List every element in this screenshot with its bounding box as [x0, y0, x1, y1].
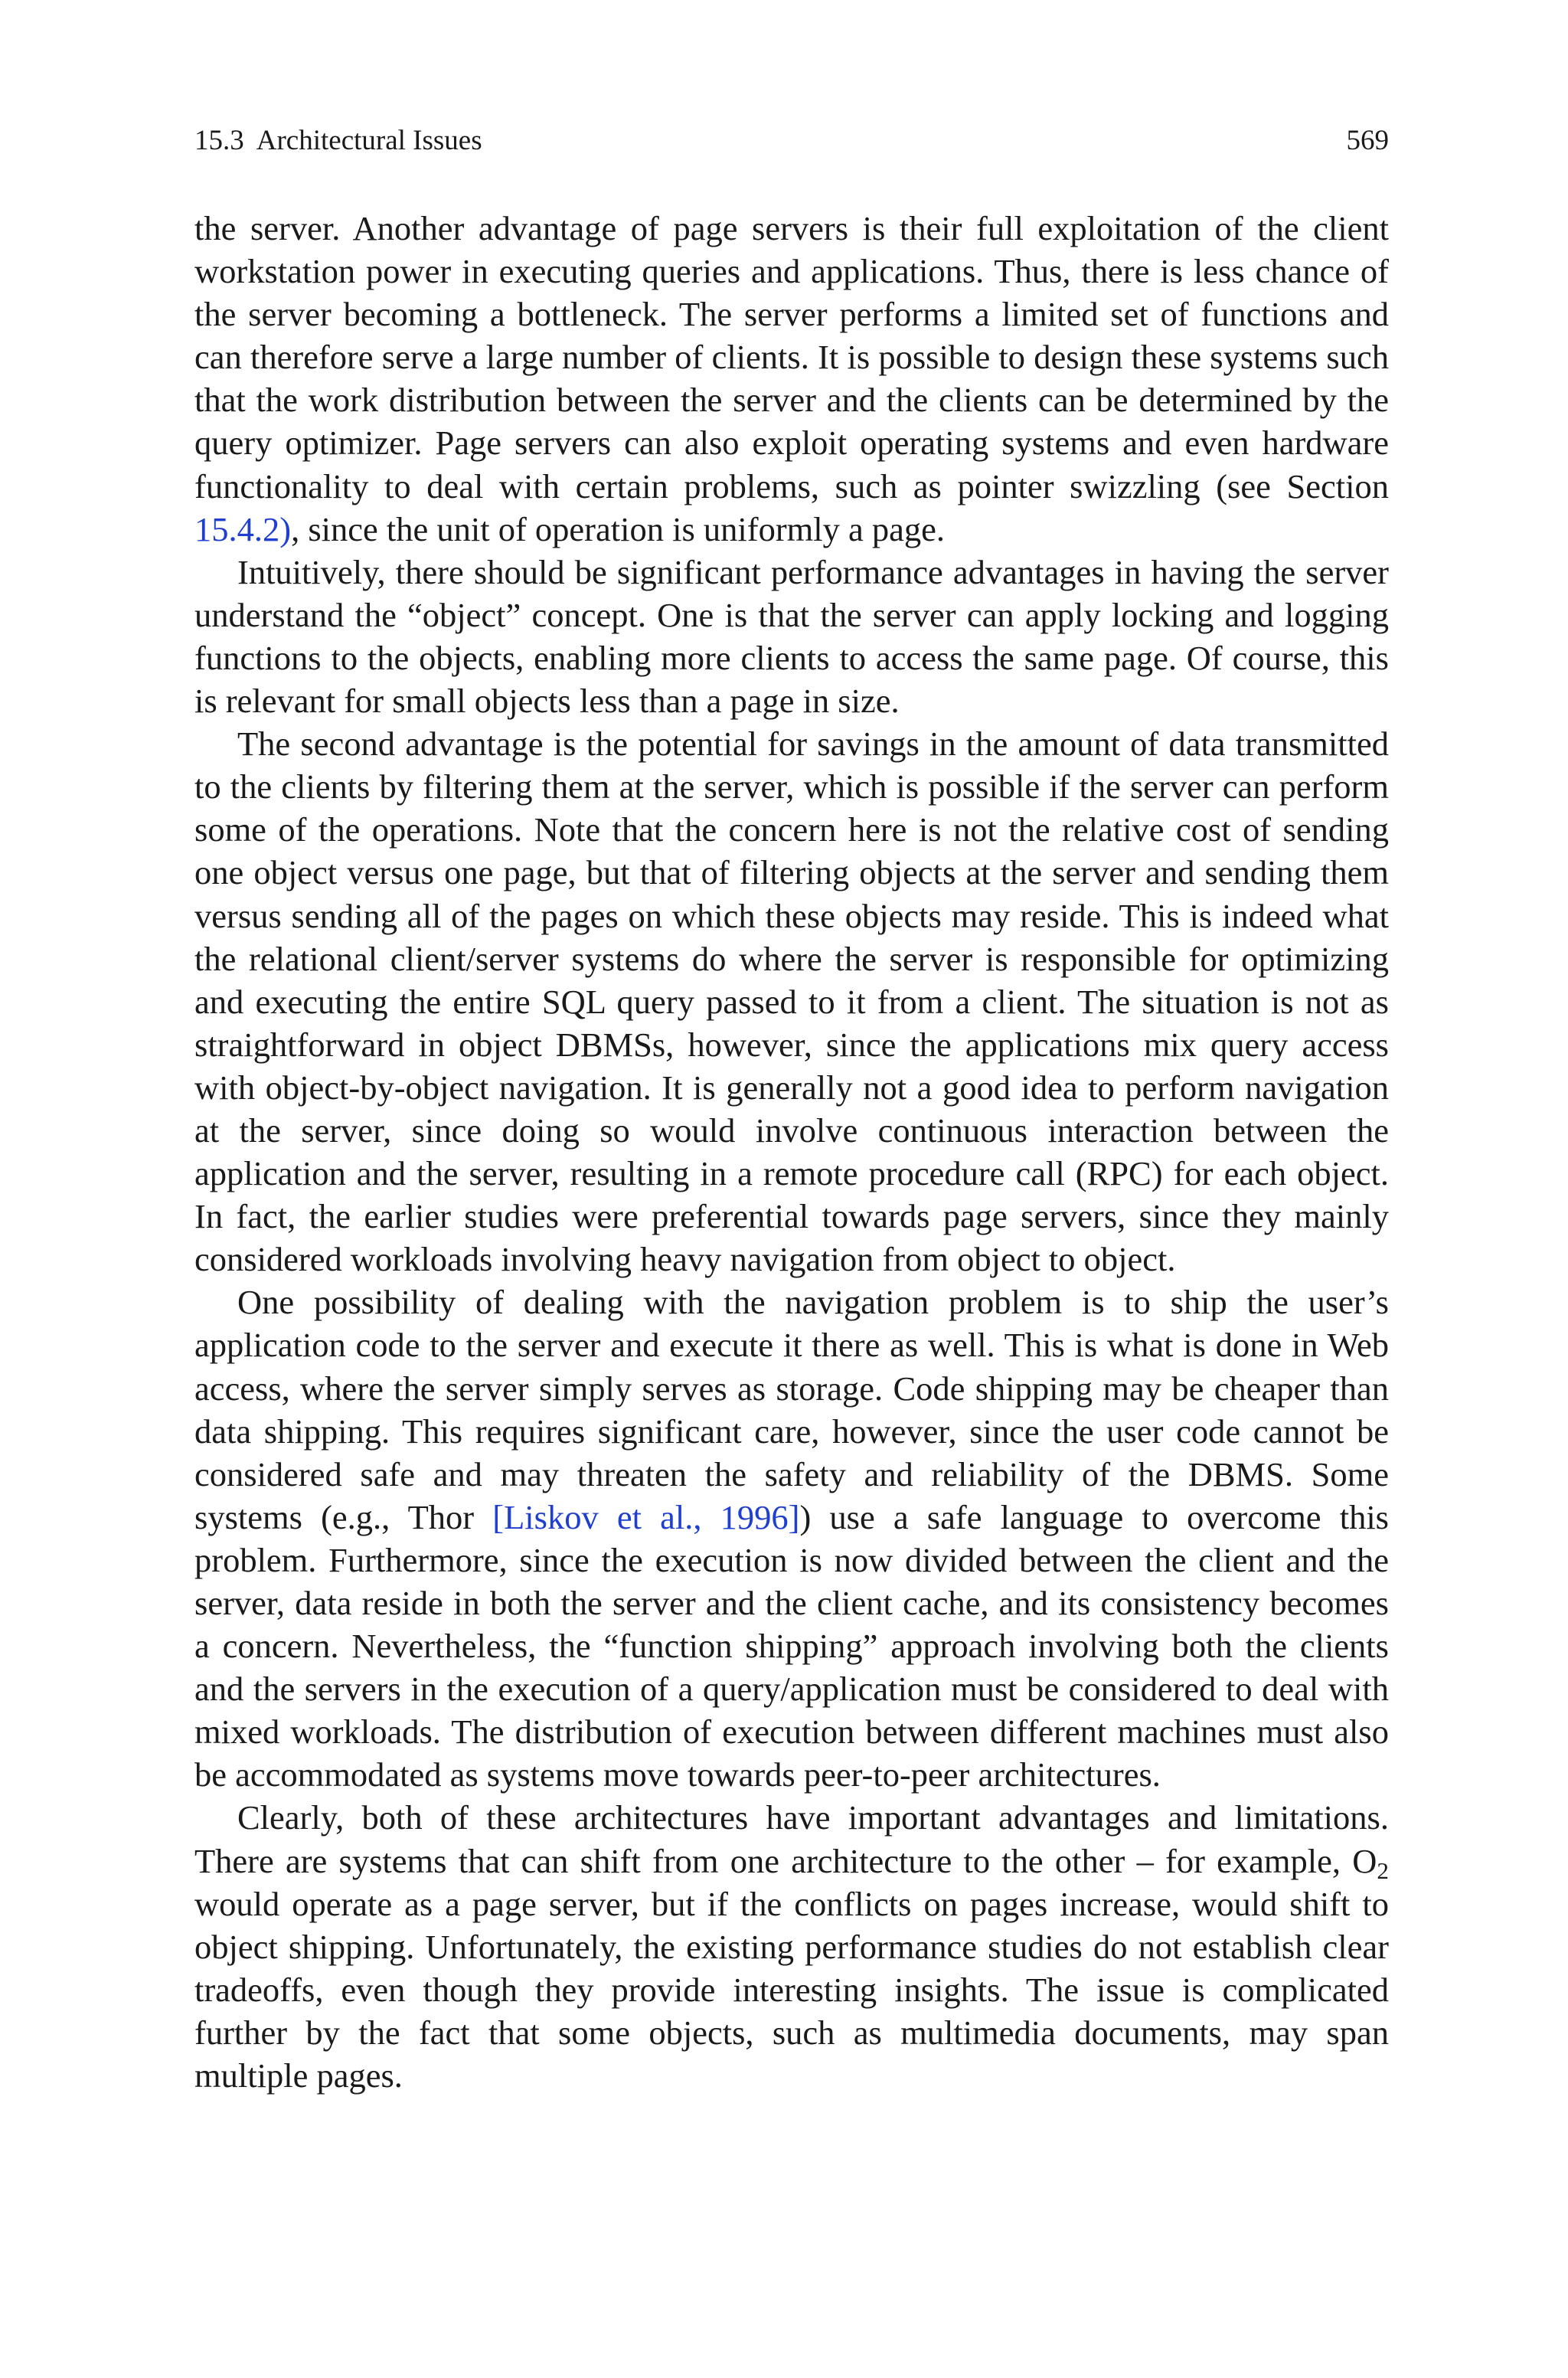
section-title: Architectural Issues	[256, 125, 482, 156]
section-heading	[194, 123, 482, 159]
paragraph-5-text-b: would operate as a page server, but if the conflicts on pages increase, would shift to object shipping. Unfortunately, the existing performance studies do not establish clear tradeoffs, even though they provide interesting insights. The issue is complicated further by the fact that some objects, such as multimedia documents, may span multiple pages.	[194, 1884, 1389, 2095]
running-header	[194, 123, 1389, 159]
paragraph-3: The second advantage is the potential for savings in the amount of data transmitted to the clients by filtering them at the server, which is possible if the server can perform some of the operations. Note that the concern here is not the relative cost of sending one object versus one page, but that of filtering objects at the server and sending them versus sending all of the pages on which these objects may reside. This is indeed what the relational client/server systems do where the server is responsible for optimizing and executing the entire SQL query passed to it from a client. The situation is not as straightforward in object DBMSs, however, since the applications mix query access with object-by-object navigation. It is generally not a good idea to perform navigation at the server, since doing so would involve continuous interaction between the application and the server, resulting in a remote procedure call (RPC) for each object. In fact, the earlier studies were preferential towards page servers, since they mainly considered workloads involving heavy navigation from object to object.	[194, 725, 1389, 1279]
paragraph-1-text-b: , since the unit of operation is uniformly a page.	[291, 509, 946, 548]
paragraph-4-text-b: ) use a safe language to overcome this problem. Furthermore, since the execution is now divided between the client and the server, data reside in both the server and the client cache, and its consistency becomes a concern. Nevertheless, the “function shipping” approach involving both the clients and the servers in the execution of a query/application must be considered to deal with mixed workloads. The distribution of execution between different machines must also be accommodated as systems move towards peer-to-peer architectures.	[194, 1497, 1390, 1794]
paragraph-1	[194, 207, 1389, 551]
paragraph-1-text-a: the server. Another advantage of page servers is their full exploitation of the client workstation power in executing queries and applications. Thus, there is less chance of the server becoming a bottleneck. The server performs a limited set of functions and can therefore serve a large number of clients. It is possible to design these systems such that the work distribution between the server and the clients can be determined by the query optimizer. Page servers can also exploit operating systems and even hardware functionality to deal with certain problems, such as pointer swizzling (see Section	[194, 209, 1389, 505]
paragraph-5	[194, 1796, 1389, 2097]
paragraph-2: Intuitively, there should be significant performance advantages in having the server understand the “object” concept. One is that the server can apply locking and logging functions to the objects, enabling more clients to access the same page. Of course, this is relevant for small objects less than a page in size.	[194, 552, 1389, 721]
page-number: 569	[1346, 125, 1389, 156]
book-page	[194, 123, 1389, 2097]
section-reference-link[interactable]: 15.4.2)	[194, 509, 292, 548]
subscript-2: 2	[1377, 1856, 1389, 1884]
paragraph-5-text-a: Clearly, both of these architectures have important advantages and limitations. There are systems that can shift from one architecture to the other – for example, O	[194, 1798, 1389, 1880]
section-number: 15.3	[194, 125, 244, 156]
paragraph-4	[194, 1281, 1389, 1796]
paragraph-4-text-a: One possibility of dealing with the navigation problem is to ship the user’s application code to the server and execute it there as well. This is what is done in Web access, where the server simply serves as storage. Code shipping may be cheaper than data shipping. This requires significant care, however, since the user code cannot be considered safe and may threaten the safety and reliability of the DBMS. Some systems (e.g., Thor	[194, 1283, 1389, 1536]
citation-link[interactable]: [Liskov et al., 1996]	[492, 1497, 800, 1536]
